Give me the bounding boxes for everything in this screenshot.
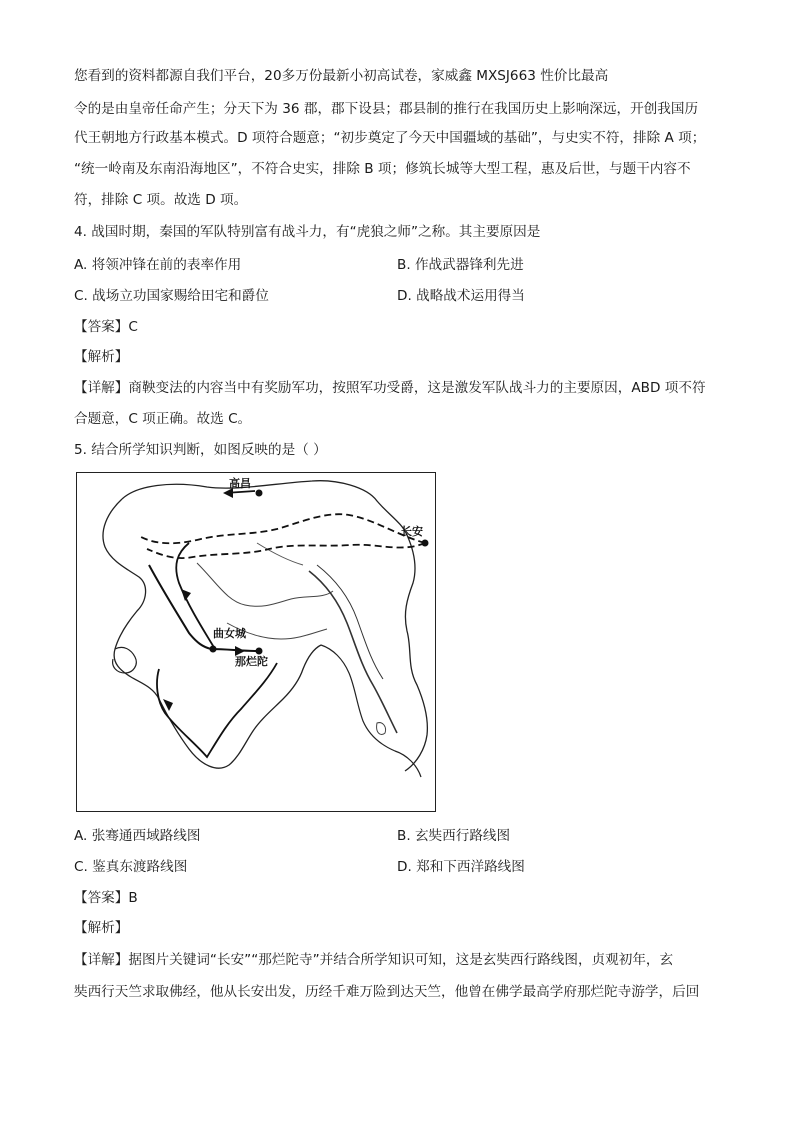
q5-option-c: C. 鉴真东渡路线图	[74, 859, 188, 875]
q5-option-d: D. 郑和下西洋路线图	[397, 859, 525, 875]
q5-detail-line1: 【详解】据图片关键词“长安”“那烂陀寺”并结合所学知识可知，这是玄奘西行路线图，贞观初年，玄	[74, 952, 674, 968]
q5-option-a: A. 张骞通西域路线图	[74, 828, 201, 844]
label-changan: 长安	[401, 525, 423, 538]
island-1	[377, 723, 386, 735]
q4-answer: 【答案】C	[74, 319, 138, 335]
terrain-ridge-1	[197, 563, 333, 606]
route-solid-coast-south	[157, 663, 277, 757]
coastline-southeast	[321, 645, 421, 777]
q3-explain-line1: 令的是由皇帝任命产生；分天下为 36 郡，郡下设县；郡县制的推行在我国历史上影响深远，开创我国历	[74, 101, 699, 117]
q4-option-c: C. 战场立功国家赐给田宅和爵位	[74, 288, 269, 304]
coastline-gulf	[113, 647, 137, 673]
coastline-west	[103, 499, 321, 768]
q5-answer: 【答案】B	[74, 890, 138, 906]
route-dashed-south	[147, 543, 425, 558]
city-dot-gaochang	[256, 490, 263, 497]
q5-detail-line2: 奘西行天竺求取佛经，他从长安出发，历经千难万险到达天竺，他曾在佛学最高学府那烂陀寺游学，后回	[74, 984, 700, 1000]
header-banner: 您看到的资料都源自我们平台，20多万份最新小初高试卷，家威鑫 MXSJ663 性价比最高	[74, 68, 609, 84]
river-2	[317, 565, 383, 679]
route-map-svg	[77, 473, 435, 811]
label-nalantuo: 那烂陀	[235, 655, 268, 668]
q4-detail-line2: 合题意，C 项正确。故选 C。	[74, 411, 252, 427]
q4-option-a: A. 将领冲锋在前的表率作用	[74, 257, 242, 273]
label-qunvcheng: 曲女城	[213, 627, 246, 640]
q3-explain-line4: 符，排除 C 项。故选 D 项。	[74, 192, 248, 208]
route-dashed-north	[141, 514, 425, 543]
label-gaochang: 高昌	[229, 477, 251, 490]
q4-detail-line1: 【详解】商鞅变法的内容当中有奖励军功，按照军功受爵，这是激发军队战斗力的主要原因，ABD 项不符	[74, 380, 706, 396]
route-map	[76, 472, 436, 812]
route-solid-down	[149, 565, 211, 649]
q5-stem: 5. 结合所学知识判断，如图反映的是（ ）	[74, 442, 327, 458]
city-dot-changan	[422, 540, 429, 547]
q5-analysis: 【解析】	[74, 920, 129, 936]
coastline-north	[122, 481, 427, 771]
q4-option-d: D. 战略战术运用得当	[397, 288, 525, 304]
city-dot-nalantuo	[256, 648, 263, 655]
city-dot-qunvcheng	[210, 646, 217, 653]
q3-explain-line3: “统一岭南及东南沿海地区”，不符合史实，排除 B 项；修筑长城等大型工程，惠及后世，与题干内容不	[74, 161, 691, 177]
q3-explain-line2: 代王朝地方行政基本模式。D 项符合题意；“初步奠定了今天中国疆域的基础”，与史实不符，排除 A 项；	[74, 130, 706, 146]
q4-analysis: 【解析】	[74, 349, 129, 365]
q4-stem: 4. 战国时期，秦国的军队特别富有战斗力，有“虎狼之师”之称。其主要原因是	[74, 224, 541, 240]
route-solid-east	[211, 649, 257, 651]
q5-option-b: B. 玄奘西行路线图	[397, 828, 511, 844]
q4-option-b: B. 作战武器锋利先进	[397, 257, 524, 273]
